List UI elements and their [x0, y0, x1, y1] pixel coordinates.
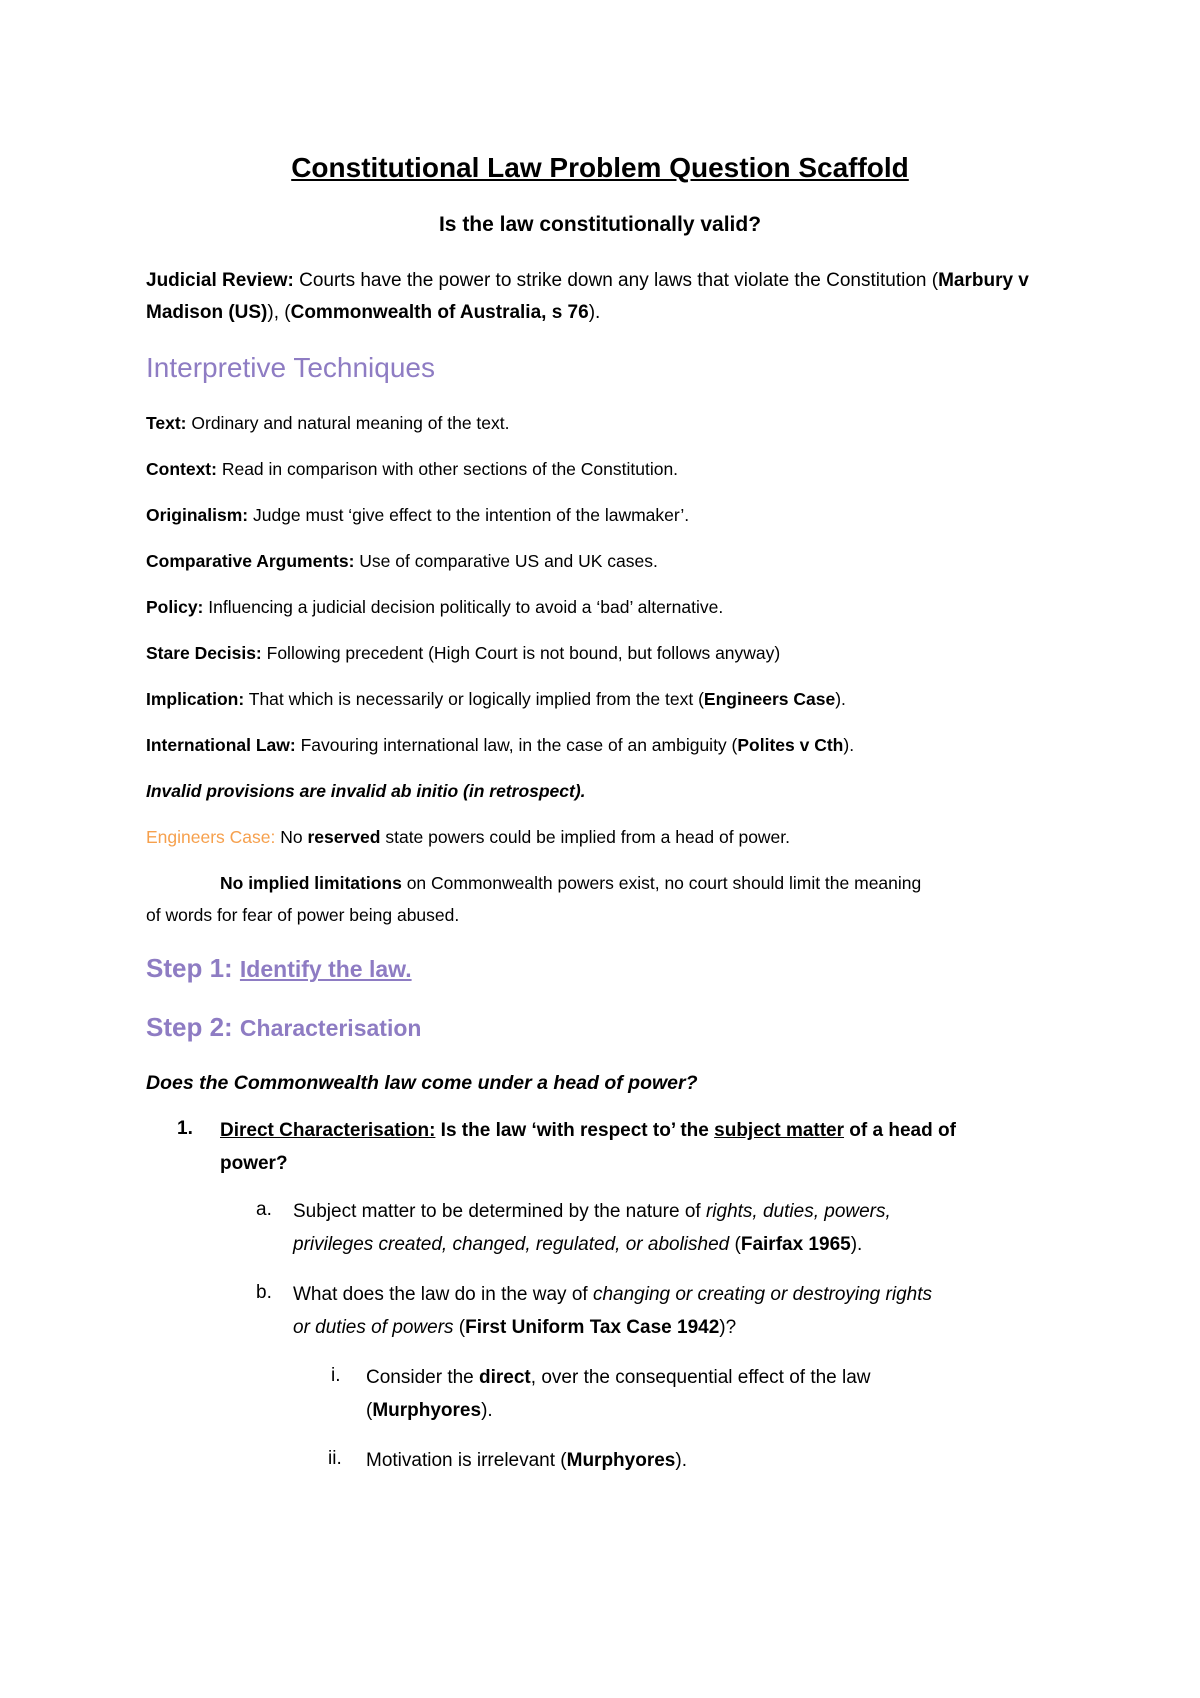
list-item-ii: Motivation is irrelevant (Murphyores). — [366, 1450, 687, 1471]
list-item-a: Subject matter to be determined by the nature of rights, duties, powers, privileges created, changed, regulated, or abolished (Fairfax 1965). — [293, 1201, 891, 1255]
technique-implication: Implication: That which is necessarily or logically implied from the text (Engineers Case). — [146, 689, 846, 709]
case-commonwealth: Commonwealth of Australia, s 76 — [290, 302, 589, 323]
list-marker-ii: ii. — [328, 1448, 342, 1469]
engineers-case-label: Engineers Case: — [146, 827, 276, 847]
technique-international-law: International Law: Favouring international law, in the case of an ambiguity (Polites v Cth). — [146, 735, 855, 755]
technique-policy: Policy: Influencing a judicial decision politically to avoid a ‘bad’ alternative. — [146, 597, 724, 617]
engineers-case-continuation: of words for fear of power being abused. — [146, 905, 460, 925]
judicial-review-text: ). — [588, 302, 601, 323]
technique-originalism: Originalism: Judge must ‘give effect to the intention of the lawmaker’. — [146, 505, 690, 525]
list-item-direct-characterisation: Direct Characterisation: Is the law ‘with respect to’ the subject matter of a head of power? — [220, 1120, 956, 1174]
judicial-review-text: Courts have the power to strike down any laws that violate the Constitution ( — [293, 270, 939, 291]
technique-text: Text: Ordinary and natural meaning of the text. — [146, 413, 510, 433]
list-item-b: What does the law do in the way of changing or creating or destroying rights or duties of powers (First Uniform Tax Case 1942)? — [293, 1284, 932, 1338]
invalid-provisions-note: Invalid provisions are invalid ab initio (in retrospect). — [146, 781, 586, 801]
list-marker-a: a. — [256, 1199, 272, 1220]
technique-comparative: Comparative Arguments: Use of comparative US and UK cases. — [146, 551, 658, 571]
list-marker-i: i. — [331, 1365, 341, 1386]
step-2-heading: Step 2: Characterisation — [146, 1012, 422, 1042]
case-marbury: Marbury v Madison (US) — [146, 270, 1029, 323]
heading-interpretive-techniques: Interpretive Techniques — [146, 352, 435, 383]
technique-stare-decisis: Stare Decisis: Following precedent (High Court is not bound, but follows anyway) — [146, 643, 781, 663]
head-of-power-question: Does the Commonwealth law come under a head of power? — [146, 1072, 698, 1094]
judicial-review-text: ), ( — [267, 302, 291, 323]
technique-context: Context: Read in comparison with other sections of the Constitution. — [146, 459, 679, 479]
page-title: Constitutional Law Problem Question Scaffold — [291, 152, 909, 183]
step-1-title: Identify the law. — [239, 956, 412, 982]
list-marker-1: 1. — [177, 1118, 193, 1139]
list-marker-b: b. — [256, 1282, 272, 1303]
judicial-review-paragraph — [146, 265, 1106, 329]
list-item-i: Consider the direct, over the consequential effect of the law (Murphyores). — [366, 1367, 871, 1421]
step-2-title: Characterisation — [239, 1015, 422, 1041]
engineers-case-line: Engineers Case: No reserved state powers could be implied from a head of power. — [146, 827, 791, 847]
engineers-case-implied-limitations: No implied limitations on Commonwealth powers exist, no court should limit the meaning — [220, 873, 922, 893]
judicial-review-label: Judicial Review: — [146, 270, 294, 291]
step-1-heading: Step 1: Identify the law. — [146, 953, 412, 983]
page-subtitle: Is the law constitutionally valid? — [438, 213, 762, 236]
